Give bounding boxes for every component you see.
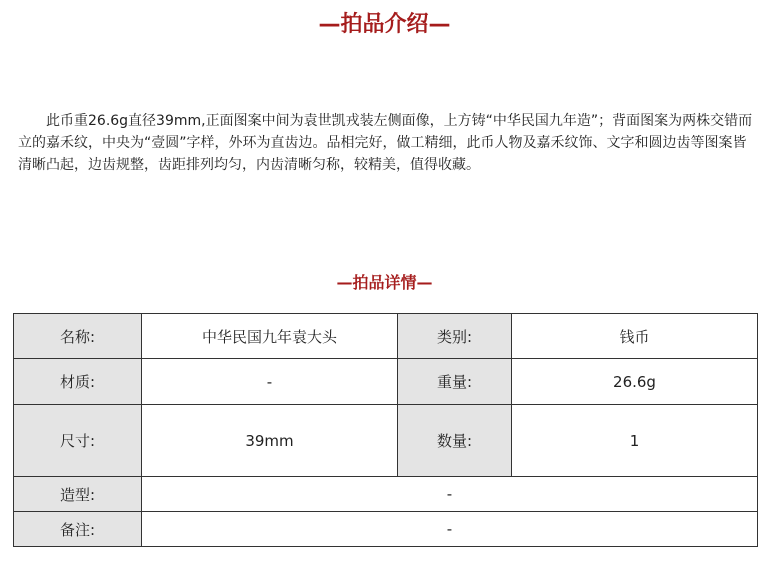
category-label: 类别: [398,314,512,359]
table-row [14,477,758,512]
table-row [14,512,758,547]
table-row [14,314,758,359]
material-value: - [142,359,398,405]
lot-description: 此币重26.6g直径39mm,正面图案中间为袁世凯戎装左侧面像，上方铸“中华民国九年造”；背面图案为两株交错而立的嘉禾纹，中央为“壹圆”字样，外环为直齿边。品相完好，做工精细，此币人物及嘉禾纹饰、文字和圆边齿等图案皆清晰凸起，边齿规整，齿距排列均匀，内齿清晰匀称，较精美，值得收藏。 [18,113,753,173]
name-label: 名称: [14,314,142,359]
shape-value: - [142,477,758,512]
table-row [14,405,758,477]
size-label: 尺寸: [14,405,142,477]
weight-label: 重量: [398,359,512,405]
weight-value: 26.6g [512,359,758,405]
quantity-label: 数量: [398,405,512,477]
shape-label: 造型: [14,477,142,512]
material-label: 材质: [14,359,142,405]
quantity-value: 1 [512,405,758,477]
category-value: 钱币 [512,314,758,359]
name-value: 中华民国九年袁大头 [142,314,398,359]
remarks-value: - [142,512,758,547]
lot-details-table [13,313,758,547]
intro-section-title: —拍品介绍— [318,12,451,37]
table-row [14,359,758,405]
size-value: 39mm [142,405,398,477]
details-section-title: —拍品详情— [336,273,433,292]
remarks-label: 备注: [14,512,142,547]
